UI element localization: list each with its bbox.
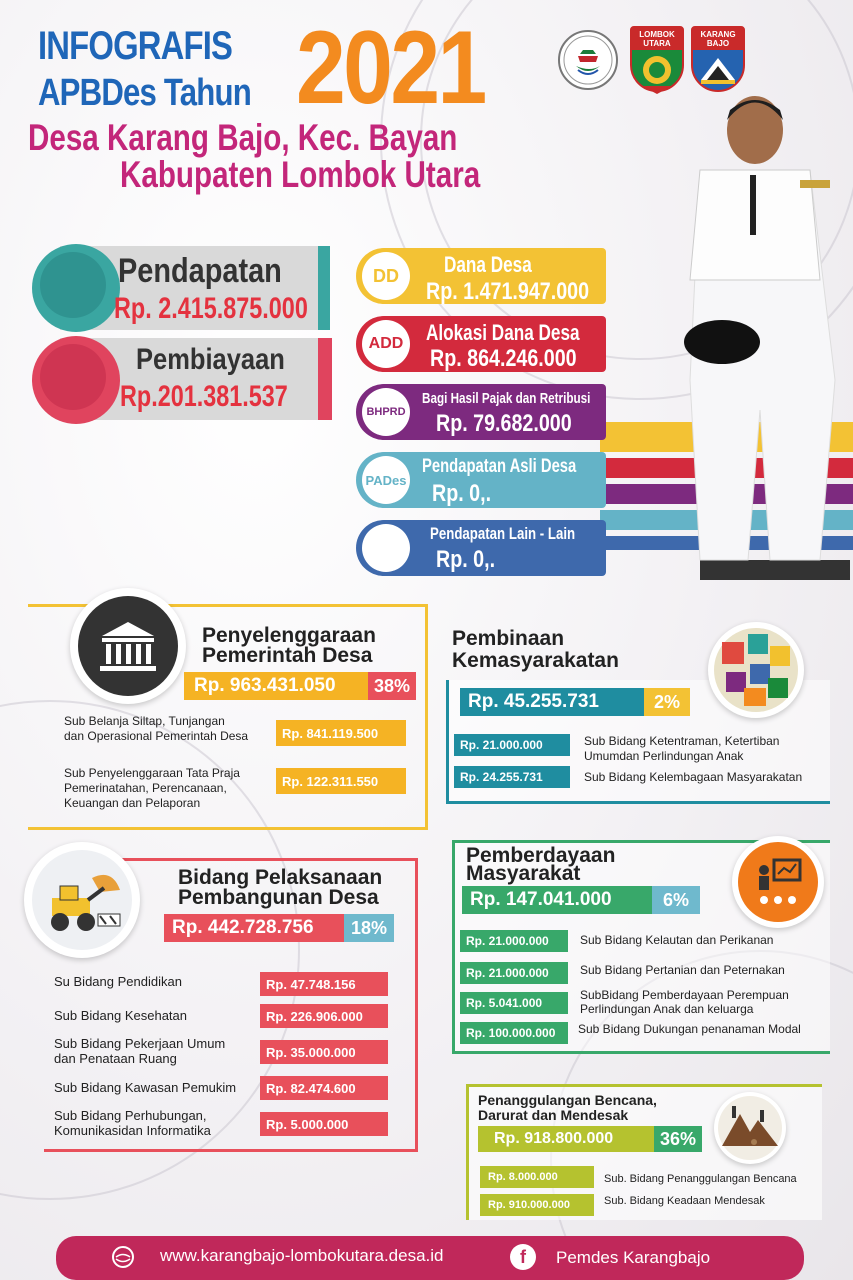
- pendapatan-title: Pendapatan: [118, 252, 282, 290]
- pembangunan-sub3-label: [54, 1036, 225, 1066]
- pembinaan-sub1-label: [584, 734, 779, 764]
- dd-badge: DD: [362, 252, 410, 300]
- pembiayaan-value: Rp.201.381.537: [120, 380, 288, 413]
- pembangunan-sub5-line1: Sub Bidang Perhubungan,: [54, 1108, 207, 1123]
- pemberdayaan-sub3-label: [580, 988, 789, 1016]
- pemberdayaan-sub4-label: Sub Bidang Dukungan penanaman Modal: [578, 1022, 801, 1036]
- pembangunan-title2: Pembangunan Desa: [178, 886, 379, 909]
- globe-icon: [112, 1246, 134, 1268]
- pendapatan-value: Rp. 2.415.875.000: [114, 292, 308, 325]
- pembangunan-sub1-value: Rp. 47.748.156: [260, 972, 388, 996]
- add-value: Rp. 864.246.000: [430, 345, 577, 372]
- pembangunan-percent: 18%: [344, 914, 394, 942]
- pembangunan-sub5-label: [54, 1108, 211, 1138]
- pembangunan-sub5-line2: Komunikasidan Informatika: [54, 1123, 211, 1138]
- bhprd-badge: BHPRD: [362, 388, 410, 436]
- add-label: Alokasi Dana Desa: [426, 320, 580, 345]
- pembangunan-title1: Bidang Pelaksanaan: [178, 866, 383, 889]
- pembinaan-sub1-line2: Umumdan Perlindungan Anak: [584, 749, 744, 763]
- pemberdayaan-sub3-value: Rp. 5.041.000: [460, 992, 568, 1014]
- pades-badge: PADes: [362, 456, 410, 504]
- pembiayaan-circle-inner: [40, 344, 106, 410]
- pemberdayaan-sub2-value: Rp. 21.000.000: [460, 962, 568, 984]
- lain-value: Rp. 0,.: [436, 546, 496, 573]
- penyelenggaraan-sub2-value: Rp. 122.311.550: [276, 768, 406, 794]
- pemberdayaan-sub2-label: Sub Bidang Pertanian dan Peternakan: [580, 963, 785, 977]
- pembangunan-sub2-label: Sub Bidang Kesehatan: [54, 1008, 187, 1023]
- penyelenggaraan-total: Rp. 963.431.050: [184, 672, 368, 700]
- pembangunan-sub3-line1: Sub Bidang Pekerjaan Umum: [54, 1036, 226, 1051]
- dd-label: Dana Desa: [444, 252, 532, 277]
- pemberdayaan-title2: Masyarakat: [466, 862, 581, 885]
- pembinaan-sub2-value: Rp. 24.255.731: [454, 766, 570, 788]
- sub1-line1: Sub Belanja Siltap, Tunjangan: [64, 714, 225, 728]
- pembinaan-total: Rp. 45.255.731: [460, 688, 644, 716]
- bencana-total: Rp. 918.800.000: [478, 1126, 654, 1152]
- lombok-utara-label: LOMBOK UTARA: [632, 28, 682, 50]
- pemberdayaan-title1: Pemberdayaan: [466, 844, 616, 867]
- add-badge: ADD: [362, 320, 410, 368]
- pemberdayaan-sub1-label: Sub Bidang Kelautan dan Perikanan: [580, 933, 774, 947]
- pades-label: Pendapatan Asli Desa: [422, 456, 577, 477]
- pembinaan-title2: Kemasyarakatan: [452, 649, 619, 672]
- pembinaan-sub1-line1: Sub Bidang Ketentraman, Ketertiban: [584, 734, 780, 748]
- kemendesa-logo: [558, 30, 618, 90]
- pembangunan-total: Rp. 442.728.756: [164, 914, 344, 942]
- penyelenggaraan-sub2-label: [64, 766, 240, 811]
- pembangunan-sub4-value: Rp. 82.474.600: [260, 1076, 388, 1100]
- pembiayaan-accent: [318, 338, 332, 420]
- bencana-sub2-label: Sub. Bidang Keadaan Mendesak: [604, 1195, 765, 1207]
- pemberdayaan-sub3-line2: Perlindungan Anak dan keluarga: [580, 1002, 754, 1016]
- bhprd-label: Bagi Hasil Pajak dan Retribusi: [422, 390, 591, 407]
- pembinaan-percent: 2%: [644, 688, 690, 716]
- community-puzzle-icon: [708, 622, 804, 718]
- sub2-line1: Sub Penyelenggaraan Tata Praja: [64, 766, 240, 780]
- pembangunan-sub3-value: Rp. 35.000.000: [260, 1040, 388, 1064]
- lain-label: Pendapatan Lain - Lain: [430, 524, 576, 543]
- pendapatan-circle-inner: [40, 252, 106, 318]
- facebook-link[interactable]: Pemdes Karangbajo: [556, 1248, 711, 1267]
- bencana-percent: 36%: [654, 1126, 702, 1152]
- header-line4: Kabupaten Lombok Utara: [120, 154, 481, 195]
- dd-value: Rp. 1.471.947.000: [426, 278, 590, 305]
- bhprd-value: Rp. 79.682.000: [436, 410, 572, 437]
- pemberdayaan-sub3-line1: SubBidang Pemberdayaan Perempuan: [580, 988, 789, 1002]
- website-link[interactable]: www.karangbajo-lombokutara.desa.id: [160, 1246, 444, 1265]
- header-line3: Desa Karang Bajo, Kec. Bayan: [28, 117, 458, 158]
- pades-value: Rp. 0,.: [432, 480, 492, 507]
- facebook-icon: f: [510, 1244, 536, 1270]
- header-line1: INFOGRAFIS: [38, 24, 233, 68]
- pembangunan-sub5-value: Rp. 5.000.000: [260, 1112, 388, 1136]
- kemendesa-logo-icon: [560, 32, 616, 88]
- pembangunan-sub1-label: Su Bidang Pendidikan: [54, 974, 182, 989]
- bencana-sub1-label: Sub. Bidang Penanggulangan Bencana: [604, 1173, 797, 1185]
- pembinaan-sub1-value: Rp. 21.000.000: [454, 734, 570, 756]
- pembiayaan-title: Pembiayaan: [136, 343, 285, 376]
- sub1-line2: dan Operasional Pemerintah Desa: [64, 729, 249, 743]
- lain-badge: [362, 524, 410, 572]
- pemberdayaan-total: Rp. 147.041.000: [462, 886, 652, 914]
- penyelenggaraan-percent: 38%: [368, 672, 416, 700]
- pembinaan-title1: Pembinaan: [452, 627, 565, 650]
- penyelenggaraan-sub1-value: Rp. 841.119.500: [276, 720, 406, 746]
- pembangunan-sub4-label: Sub Bidang Kawasan Pemukim: [54, 1080, 237, 1095]
- pemberdayaan-percent: 6%: [652, 886, 700, 914]
- penyelenggaraan-title2: Pemerintah Desa: [202, 644, 373, 667]
- penyelenggaraan-sub1-label: [64, 714, 248, 744]
- person-illustration-icon: [660, 80, 853, 580]
- pemberdayaan-sub1-value: Rp. 21.000.000: [460, 930, 568, 952]
- bulldozer-icon: [30, 848, 134, 952]
- government-building-icon: [78, 596, 178, 696]
- karang-bajo-label: KARANG BAJO: [693, 28, 743, 50]
- header-year: 2021: [296, 10, 485, 126]
- sub2-line3: Keuangan dan Pelaporan: [64, 796, 201, 810]
- landslide-icon: [714, 1092, 786, 1164]
- bencana-sub2-value: Rp. 910.000.000: [480, 1194, 594, 1216]
- bencana-title2: Darurat dan Mendesak: [478, 1107, 629, 1123]
- bencana-title1: Penanggulangan Bencana,: [478, 1092, 657, 1108]
- pendapatan-accent: [318, 246, 330, 330]
- sub2-line2: Pemerinatahan, Perencanaan,: [64, 781, 227, 795]
- pembinaan-sub2-label: Sub Bidang Kelembagaan Masyarakatan: [584, 770, 803, 784]
- penyelenggaraan-title1: Penyelenggaraan: [202, 624, 376, 647]
- pemberdayaan-sub4-value: Rp. 100.000.000: [460, 1022, 568, 1044]
- pembangunan-sub2-value: Rp. 226.906.000: [260, 1004, 388, 1028]
- bencana-sub1-value: Rp. 8.000.000: [480, 1166, 594, 1188]
- pembangunan-sub3-line2: dan Penataan Ruang: [54, 1051, 177, 1066]
- village-head-photo: [660, 80, 853, 580]
- presentation-icon: [738, 842, 818, 922]
- header-line2: APBDes Tahun: [38, 72, 251, 114]
